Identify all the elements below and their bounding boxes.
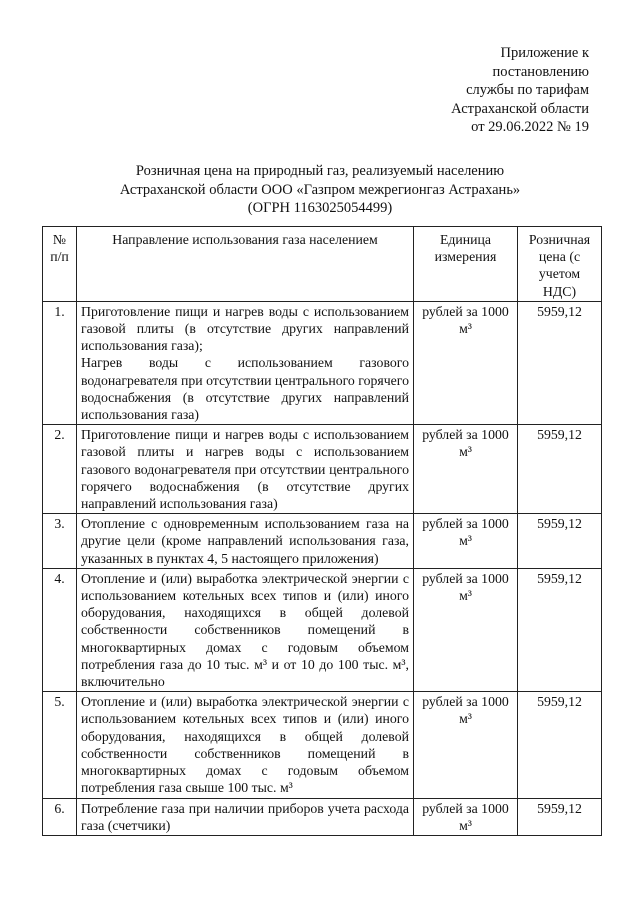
row-direction: Приготовление пищи и нагрев воды с использованием газовой плиты и нагрев воды с использованием газового водонагревателя при отсутствии центрального горячего водоснабжения (в отсутствие других направлений использования газа) <box>77 425 414 514</box>
row-num: 4. <box>43 568 77 691</box>
row-unit: рублей за 1000 м³ <box>414 692 518 798</box>
row-num: 3. <box>43 514 77 569</box>
appendix-line: Астраханской области <box>451 100 589 117</box>
row-unit: рублей за 1000 м³ <box>414 514 518 569</box>
table-row <box>43 301 602 424</box>
row-direction: Приготовление пищи и нагрев воды с использованием газовой плиты (в отсутствие других направлений использования газа); Нагрев воды с использованием газового водонагревателя при отсутствии центрального горячего водоснабжения (в отсутствие других направлений использования газа) <box>77 301 414 424</box>
appendix-line: службы по тарифам <box>466 82 589 98</box>
row-unit: рублей за 1000 м³ <box>414 568 518 691</box>
row-num: 6. <box>43 798 77 835</box>
appendix-line: Приложение к <box>500 45 589 61</box>
header-price: Розничная цена (с учетом НДС) <box>518 227 602 302</box>
row-direction: Потребление газа при наличии приборов учета расхода газа (счетчики) <box>77 798 414 835</box>
table-row <box>43 514 602 569</box>
row-price: 5959,12 <box>518 798 602 835</box>
appendix-line: от 29.06.2022 № 19 <box>471 119 589 135</box>
row-num: 5. <box>43 692 77 798</box>
appendix-header <box>451 44 589 137</box>
row-num: 1. <box>43 301 77 424</box>
row-unit: рублей за 1000 м³ <box>414 798 518 835</box>
row-direction: Отопление и (или) выработка электрической энергии с использованием котельных всех типов и (или) иного оборудования, находящихся в общей долевой собственности собственников помещений в многоквартирных домах с годовым объемом потребления газа свыше 100 тыс. м³ <box>77 692 414 798</box>
title-line: Астраханской области ООО «Газпром межрегионгаз Астрахань» <box>119 181 521 198</box>
row-unit: рублей за 1000 м³ <box>414 301 518 424</box>
table-row <box>43 798 602 835</box>
row-num: 2. <box>43 425 77 514</box>
title-line: (ОГРН 1163025054499) <box>247 200 393 216</box>
header-unit: Единица измерения <box>414 227 518 302</box>
document-title <box>0 162 640 218</box>
table-row <box>43 425 602 514</box>
table-row <box>43 692 602 798</box>
title-line: Розничная цена на природный газ, реализуемый населению <box>135 163 505 179</box>
table-header-row <box>43 227 602 302</box>
header-direction: Направление использования газа населением <box>77 227 414 302</box>
row-unit: рублей за 1000 м³ <box>414 425 518 514</box>
row-price: 5959,12 <box>518 514 602 569</box>
row-price: 5959,12 <box>518 568 602 691</box>
row-price: 5959,12 <box>518 692 602 798</box>
row-price: 5959,12 <box>518 425 602 514</box>
table-row <box>43 568 602 691</box>
price-table <box>42 226 602 836</box>
header-num: № п/п <box>43 227 77 302</box>
row-price: 5959,12 <box>518 301 602 424</box>
row-direction: Отопление и (или) выработка электрической энергии с использованием котельных всех типов и (или) иного оборудования, находящихся в общей долевой собственности собственников помещений в многоквартирных домах с годовым объемом потребления газа до 10 тыс. м³ и от 10 до 100 тыс. м³, включительно <box>77 568 414 691</box>
appendix-line: постановлению <box>492 63 589 80</box>
row-direction: Отопление с одновременным использованием газа на другие цели (кроме направлений использования газа, указанных в пунктах 4, 5 настоящего приложения) <box>77 514 414 569</box>
